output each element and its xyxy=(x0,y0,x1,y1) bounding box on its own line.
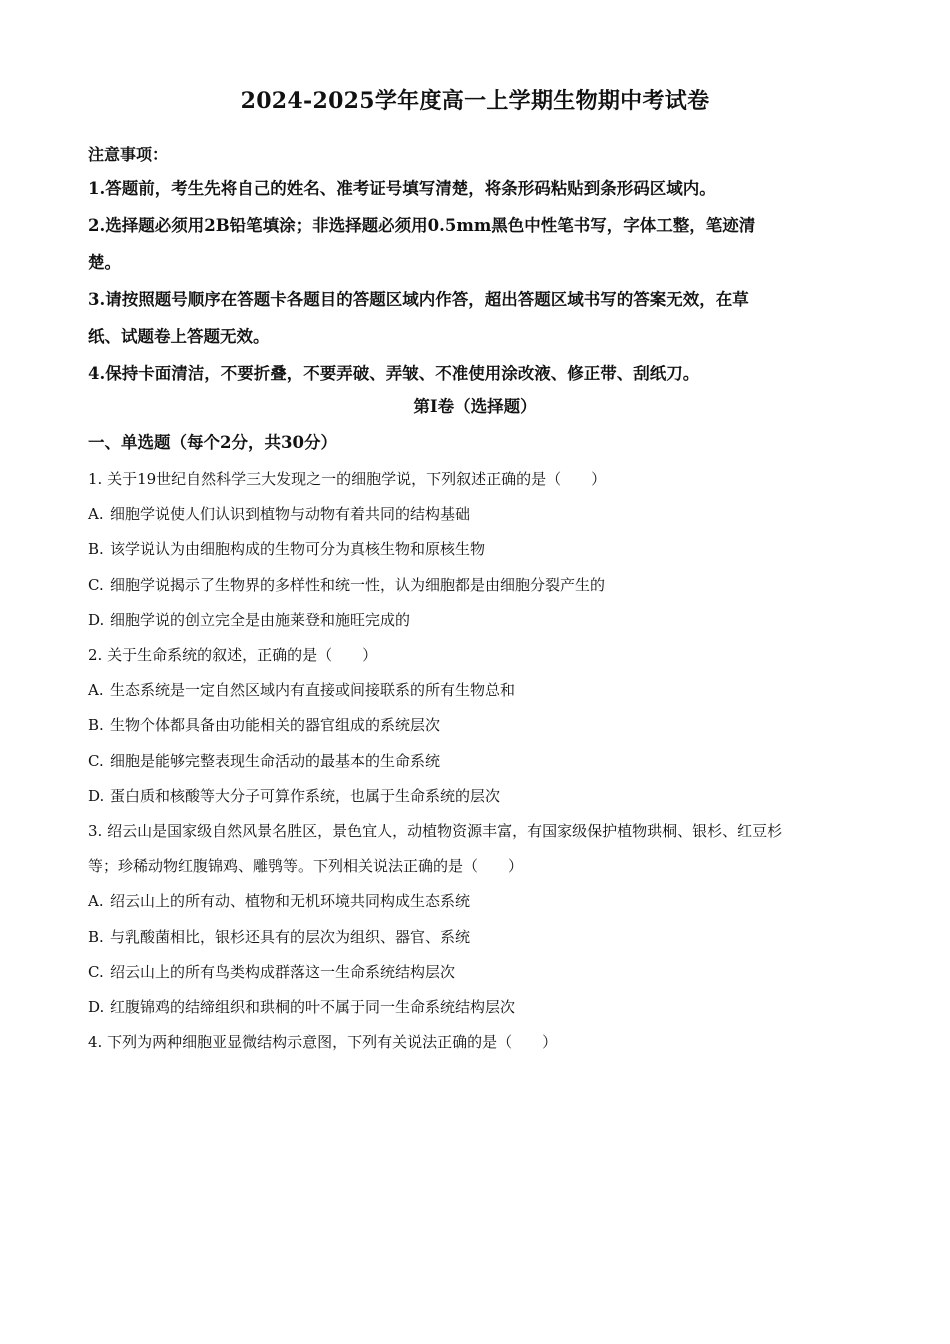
question-stem-continuation: 等；珍稀动物红腹锦鸡、雕鸮等。下列相关说法正确的是（ ） xyxy=(88,857,524,876)
answer-option xyxy=(88,920,868,955)
option-letter: C. xyxy=(88,751,104,770)
option-letter: A. xyxy=(88,681,104,700)
option-letter: D. xyxy=(88,998,105,1017)
option-letter: C. xyxy=(88,962,104,981)
option-text: 该学说认为由细胞构成的生物可分为真核生物和原核生物 xyxy=(110,540,486,559)
answer-option xyxy=(88,568,868,603)
notice-item-continuation: 纸、试题卷上答题无效。 xyxy=(88,327,270,346)
question-stem: 4. 下列为两种细胞亚显微结构示意图，下列有关说法正确的是（ ） xyxy=(88,1033,558,1052)
answer-option xyxy=(88,884,868,919)
answer-option xyxy=(88,708,868,743)
option-letter: B. xyxy=(88,927,104,946)
exam-title: 2024-2025学年度高一上学期生物期中考试卷 xyxy=(240,88,710,114)
answer-option xyxy=(88,779,868,814)
section-title: 第I卷（选择题） xyxy=(413,397,537,416)
option-letter: B. xyxy=(88,540,104,559)
option-text: 生态系统是一定自然区域内有直接或间接联系的所有生物总和 xyxy=(110,681,516,700)
question-stem: 1. 关于19世纪自然科学三大发现之一的细胞学说，下列叙述正确的是（ ） xyxy=(88,470,607,488)
part-title: 一、单选题（每个2分，共30分） xyxy=(88,433,337,452)
option-letter: B. xyxy=(88,716,104,735)
option-text: 生物个体都具备由功能相关的器官组成的系统层次 xyxy=(110,716,441,735)
notice-section xyxy=(88,140,868,392)
option-letter: D. xyxy=(88,786,105,805)
notice-item-continuation: 楚。 xyxy=(88,253,121,272)
option-letter: C. xyxy=(88,575,104,594)
option-text: 细胞学说使人们认识到植物与动物有着共同的结构基础 xyxy=(110,505,471,524)
answer-option xyxy=(88,603,868,638)
question-list xyxy=(88,462,868,1060)
question-stem: 2. 关于生命系统的叙述，正确的是（ ） xyxy=(88,646,378,665)
option-text: 细胞是能够完整表现生命活动的最基本的生命系统 xyxy=(110,751,441,770)
option-text: 细胞学说揭示了生物界的多样性和统一性，认为细胞都是由细胞分裂产生的 xyxy=(110,575,606,594)
option-text: 与乳酸菌相比，银杉还具有的层次为组织、器官、系统 xyxy=(110,927,471,946)
option-letter: A. xyxy=(88,505,104,524)
option-text: 绍云山上的所有动、植物和无机环境共同构成生态系统 xyxy=(110,892,471,911)
option-text: 红腹锦鸡的结缔组织和珙桐的叶不属于同一生命系统结构层次 xyxy=(110,998,516,1017)
notice-heading: 注意事项： xyxy=(88,145,169,164)
notice-item: 2.选择题必须用2B铅笔填涂；非选择题必须用0.5mm黑色中性笔书写，字体工整，笔迹清 xyxy=(88,216,756,235)
notice-item: 1.答题前，考生先将自己的姓名、准考证号填写清楚，将条形码粘贴到条形码区域内。 xyxy=(88,179,716,198)
notice-item: 3.请按照题号顺序在答题卡各题目的答题区域内作答，超出答题区域书写的答案无效，在草 xyxy=(88,290,749,309)
question-stem: 3. 绍云山是国家级自然风景名胜区，景色宜人，动植物资源丰富，有国家级保护植物珙桐、银杉、红豆杉 xyxy=(88,822,783,841)
answer-option xyxy=(88,744,868,779)
option-text: 蛋白质和核酸等大分子可算作系统，也属于生命系统的层次 xyxy=(110,786,501,805)
notice-item: 4.保持卡面清洁，不要折叠，不要弄破、弄皱、不准使用涂改液、修正带、刮纸刀。 xyxy=(88,364,700,383)
answer-option xyxy=(88,955,868,990)
answer-option xyxy=(88,673,868,708)
answer-option xyxy=(88,532,868,567)
option-text: 细胞学说的创立完全是由施莱登和施旺完成的 xyxy=(110,610,411,629)
answer-option xyxy=(88,497,868,532)
answer-option xyxy=(88,990,868,1025)
option-letter: D. xyxy=(88,610,105,629)
option-text: 绍云山上的所有鸟类构成群落这一生命系统结构层次 xyxy=(110,962,456,981)
option-letter: A. xyxy=(88,892,104,911)
